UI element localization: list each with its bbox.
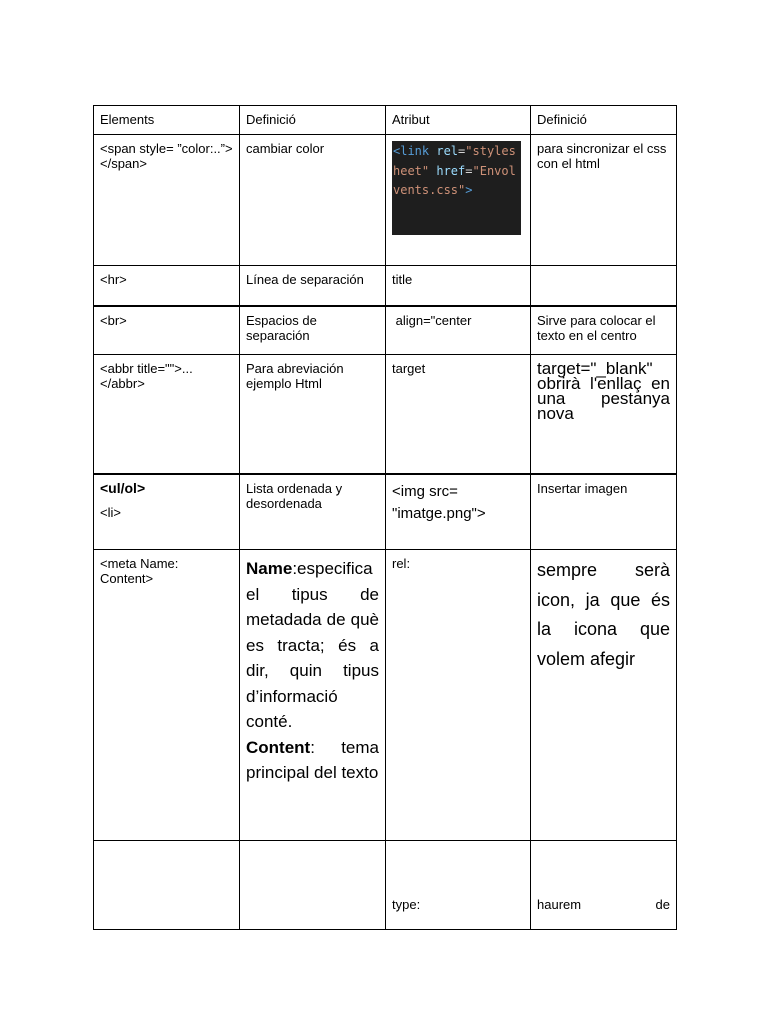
attribute-cell: rel: [386,550,531,841]
attr-definition-cell: Insertar imagen [531,474,677,550]
attribute-cell: target [386,355,531,474]
element-sub-label: <li> [100,504,121,520]
attribute-text: type: [392,897,421,912]
code-attr-href: href [436,163,466,178]
element-cell [94,474,240,550]
table-row [94,135,677,266]
code-eq: = [465,163,473,178]
attribute-cell [386,135,531,266]
element-cell: <abbr title="">...</abbr> [94,355,240,474]
table-row [94,266,677,306]
element-bold-label: <ul/ol> [100,479,146,496]
definition-cell: Espacios de separación [240,306,386,355]
def-content-text: : tema principal del texto [246,737,379,782]
attr-definition-cell [531,841,677,930]
header-cell: Atribut [386,106,531,135]
definition-cell: cambiar color [240,135,386,266]
html-elements-table [93,105,677,930]
attr-definition-cell: target="_blank" obrirà l'enllaç en una pestanya nova [531,355,677,474]
attribute-cell: title [386,266,531,306]
definition-cell [240,550,386,841]
attr-definition-cell [531,266,677,306]
definition-cell [240,841,386,930]
table-header-row [94,106,677,135]
definition-cell: Línea de separación [240,266,386,306]
definition-cell: Para abreviación ejemplo Html [240,355,386,474]
code-val-href: "Envolvents.css" [393,163,516,197]
def-content-label: Content [246,737,311,757]
element-cell [94,841,240,930]
table-row [94,550,677,841]
code-tag: <link [393,144,430,158]
header-cell: Elements [94,106,240,135]
def-name-label: Name [246,559,293,578]
attr-definition-cell: para sincronizar el css con el html [531,135,677,266]
code-attr-rel: rel [436,144,459,158]
element-cell: <span style= ”color:..”></span> [94,135,240,266]
attr-definition-cell: Sirve para colocar el texto en el centro [531,306,677,355]
attr-definition-cell: sempre serà icon, ja que és la icona que volem afegir [531,550,677,841]
element-cell: <hr> [94,266,240,306]
table-row [94,355,677,474]
table-row [94,474,677,550]
header-cell: Definició [240,106,386,135]
code-val-rel: "stylesheet" [393,144,516,178]
table-row [94,841,677,930]
definition-cell: Lista ordenada y desordenada [240,474,386,550]
attribute-cell: align="center [386,306,531,355]
attribute-cell [386,841,531,930]
header-cell: Definició [531,106,677,135]
element-cell: <br> [94,306,240,355]
code-close: > [465,183,473,197]
code-snippet [392,141,521,235]
def-name-text: :especifica el tipus de metadada de què es tracta; és a dir, quin tipus d’informació conté. [246,559,379,731]
element-cell: <meta Name: Content> [94,550,240,841]
code-eq: = [458,144,466,158]
attribute-cell: <img src= "imatge.png"> [386,474,531,550]
table-row [94,306,677,355]
attr-definition-text: haurem de [537,897,670,912]
